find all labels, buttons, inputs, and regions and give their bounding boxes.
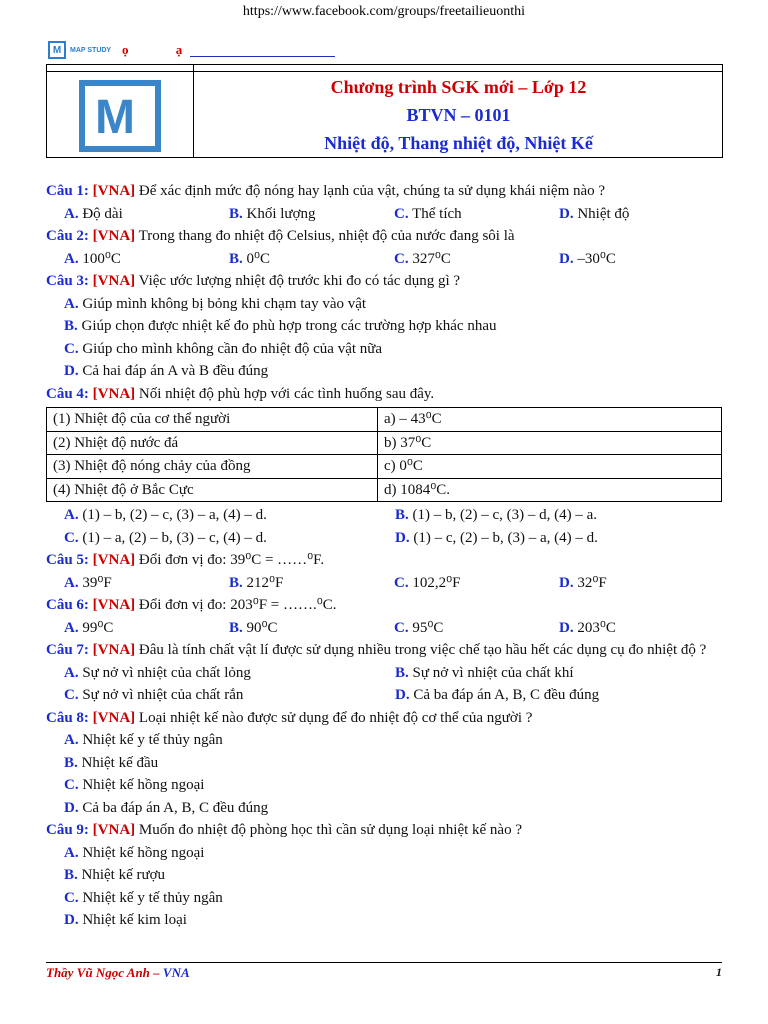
answer-option[interactable] bbox=[64, 504, 395, 527]
option-letter: C. bbox=[64, 777, 79, 793]
answer-option[interactable] bbox=[46, 338, 726, 361]
question-text: Đâu là tính chất vật lí được sử dụng nhiều trong việc chế tạo hầu hết các dụng cụ đo nhiệt độ ? bbox=[135, 642, 707, 658]
matching-table bbox=[46, 407, 722, 502]
options-row bbox=[46, 248, 726, 271]
option-text: 32⁰F bbox=[577, 574, 607, 591]
header-mark: ạ bbox=[175, 42, 183, 57]
question-tag: [VNA] bbox=[92, 642, 136, 658]
option-text: 99⁰C bbox=[82, 619, 114, 636]
question-text: Loại nhiệt kế nào được sử dụng để đo nhiệt độ cơ thể của người ? bbox=[135, 709, 533, 726]
option-letter: B. bbox=[64, 754, 78, 771]
option-letter: A. bbox=[64, 250, 79, 267]
option-letter: A. bbox=[64, 664, 79, 681]
question-number: Câu 7: bbox=[46, 642, 89, 658]
option-text: 90⁰C bbox=[246, 619, 278, 636]
answer-option[interactable] bbox=[46, 293, 726, 316]
answer-option[interactable] bbox=[64, 617, 229, 640]
question-stem bbox=[46, 549, 726, 572]
option-letter: C. bbox=[64, 687, 79, 703]
answer-option[interactable] bbox=[394, 617, 559, 640]
option-text: Sự nở vì nhiệt của chất khí bbox=[412, 664, 574, 681]
question-text: Để xác định mức độ nóng hay lạnh của vật, chúng ta sử dụng khái niệm nào ? bbox=[135, 183, 606, 199]
options-row bbox=[46, 572, 726, 595]
question-stem bbox=[46, 594, 726, 617]
header-mark: ọ bbox=[122, 42, 129, 57]
option-text: Nhiệt kế y tế thủy ngân bbox=[82, 889, 223, 906]
option-letter: C. bbox=[394, 619, 409, 636]
option-text: Nhiệt kế kim loại bbox=[82, 912, 187, 928]
option-letter: D. bbox=[64, 912, 79, 928]
option-letter: A. bbox=[64, 507, 79, 523]
author-name: Thầy Vũ Ngọc Anh – bbox=[46, 965, 163, 980]
question-stem bbox=[46, 270, 726, 293]
question-number: Câu 9: bbox=[46, 822, 89, 838]
option-text: –30⁰C bbox=[577, 250, 616, 267]
logo-small-text: MAP STUDY bbox=[70, 46, 112, 54]
option-letter: A. bbox=[64, 295, 79, 312]
option-letter: D. bbox=[559, 574, 574, 591]
option-letter: D. bbox=[559, 250, 574, 267]
option-letter: A. bbox=[64, 574, 79, 591]
assignment-code: BTVN – 0101 bbox=[406, 105, 511, 125]
options-row bbox=[46, 504, 726, 527]
table-row bbox=[47, 455, 722, 479]
option-letter: D. bbox=[559, 619, 574, 636]
option-text: Nhiệt độ bbox=[577, 205, 630, 222]
option-letter: D. bbox=[64, 799, 79, 816]
option-text: Khối lượng bbox=[246, 205, 316, 222]
option-text: 203⁰C bbox=[577, 619, 616, 636]
question-text: Trong thang đo nhiệt độ Celsius, nhiệt độ của nước đang sôi là bbox=[135, 228, 515, 244]
answer-option[interactable] bbox=[46, 797, 726, 820]
question-number: Câu 4: bbox=[46, 385, 89, 402]
option-letter: C. bbox=[394, 250, 409, 267]
table-cell-left: (4) Nhiệt độ ở Bắc Cực bbox=[47, 478, 378, 502]
answer-option[interactable] bbox=[559, 617, 724, 640]
option-letter: B. bbox=[395, 664, 409, 681]
page-footer bbox=[46, 962, 722, 980]
question-text: Muốn đo nhiệt độ phòng học thì cần sử dụng loại nhiệt kế nào ? bbox=[135, 822, 522, 838]
option-text: Thể tích bbox=[412, 205, 462, 222]
option-letter: D. bbox=[64, 363, 79, 379]
options-row bbox=[46, 617, 726, 640]
option-letter: B. bbox=[229, 574, 243, 591]
answer-option[interactable] bbox=[64, 203, 229, 226]
question-stem bbox=[46, 639, 726, 662]
options-row bbox=[46, 662, 726, 685]
option-letter: C. bbox=[64, 529, 79, 546]
mapstudy-logo-icon: M bbox=[79, 80, 161, 152]
option-text: Cả hai đáp án A và B đều đúng bbox=[82, 363, 269, 379]
answer-option[interactable] bbox=[229, 248, 394, 271]
answer-option[interactable] bbox=[46, 887, 726, 910]
answer-option[interactable] bbox=[559, 203, 724, 226]
options-row bbox=[46, 684, 726, 707]
answer-option[interactable] bbox=[64, 662, 395, 685]
answer-option[interactable] bbox=[64, 527, 395, 550]
option-text: Nhiệt kế hồng ngoại bbox=[82, 844, 205, 861]
question-number: Câu 1: bbox=[46, 183, 89, 199]
options-row bbox=[46, 203, 726, 226]
question-number: Câu 6: bbox=[46, 597, 89, 613]
question-stem bbox=[46, 707, 726, 730]
option-letter: B. bbox=[64, 318, 78, 334]
option-text: 95⁰C bbox=[412, 619, 444, 636]
option-letter: B. bbox=[229, 619, 243, 636]
m-logo-icon: M bbox=[48, 41, 66, 59]
option-letter: C. bbox=[394, 205, 409, 222]
title-box bbox=[46, 64, 723, 158]
answer-option[interactable] bbox=[559, 572, 724, 595]
question-tag: [VNA] bbox=[92, 273, 136, 289]
question-tag: [VNA] bbox=[92, 228, 136, 244]
option-text: 100⁰C bbox=[82, 250, 121, 267]
option-text: 212⁰F bbox=[246, 574, 284, 591]
answer-option[interactable] bbox=[46, 729, 726, 752]
question-number: Câu 2: bbox=[46, 228, 89, 244]
question-tag: [VNA] bbox=[92, 597, 136, 613]
question-tag: [VNA] bbox=[92, 822, 136, 838]
answer-option[interactable] bbox=[395, 527, 726, 550]
question-tag: [VNA] bbox=[92, 385, 136, 402]
page-number: 1 bbox=[716, 965, 722, 979]
answer-option[interactable] bbox=[394, 203, 559, 226]
table-row bbox=[47, 408, 722, 432]
option-letter: D. bbox=[395, 687, 410, 703]
option-letter: A. bbox=[64, 205, 79, 222]
option-text: (1) – a, (2) – b, (3) – c, (4) – d. bbox=[82, 529, 267, 546]
answer-option[interactable] bbox=[229, 203, 394, 226]
mapstudy-logo-small bbox=[48, 41, 111, 59]
answer-option[interactable] bbox=[64, 248, 229, 271]
option-text: Giúp cho mình không cần đo nhiệt độ của vật nữa bbox=[82, 340, 383, 357]
option-text: Nhiệt kế đầu bbox=[81, 754, 159, 771]
table-row bbox=[47, 478, 722, 502]
option-text: (1) – b, (2) – c, (3) – d, (4) – a. bbox=[412, 507, 598, 523]
answer-option[interactable] bbox=[229, 617, 394, 640]
table-cell-left: (1) Nhiệt độ của cơ thể người bbox=[47, 408, 378, 432]
answer-option[interactable] bbox=[64, 684, 395, 707]
question-number: Câu 8: bbox=[46, 709, 89, 726]
answer-option[interactable] bbox=[46, 752, 726, 775]
answer-option[interactable] bbox=[395, 684, 726, 707]
source-url[interactable]: https://www.facebook.com/groups/freetailieuonthi bbox=[242, 4, 526, 19]
answer-option[interactable] bbox=[395, 504, 726, 527]
table-cell-right: a) – 43⁰C bbox=[378, 408, 722, 432]
option-text: (1) – b, (2) – c, (3) – a, (4) – d. bbox=[82, 507, 267, 523]
option-text: Độ dài bbox=[82, 205, 123, 222]
answer-option[interactable] bbox=[46, 315, 726, 338]
option-letter: D. bbox=[559, 205, 574, 222]
table-cell-left: (2) Nhiệt độ nước đá bbox=[47, 431, 378, 455]
question-text: Việc ước lượng nhiệt độ trước khi đo có tác dụng gì ? bbox=[135, 273, 461, 289]
question-stem bbox=[46, 225, 726, 248]
questions-list bbox=[46, 180, 726, 932]
answer-option[interactable] bbox=[559, 248, 724, 271]
option-text: Cả ba đáp án A, B, C đều đúng bbox=[413, 687, 600, 703]
option-text: Nhiệt kế hồng ngoại bbox=[82, 777, 205, 793]
option-text: Cả ba đáp án A, B, C đều đúng bbox=[82, 799, 269, 816]
option-letter: A. bbox=[64, 844, 79, 861]
option-letter: A. bbox=[64, 732, 79, 748]
option-letter: B. bbox=[229, 250, 243, 267]
answer-option[interactable] bbox=[394, 248, 559, 271]
option-text: Sự nở vì nhiệt của chất rắn bbox=[82, 687, 244, 703]
answer-option[interactable] bbox=[46, 842, 726, 865]
header-underline bbox=[190, 56, 335, 57]
question-stem bbox=[46, 819, 726, 842]
answer-option[interactable] bbox=[64, 572, 229, 595]
options-row bbox=[46, 527, 726, 550]
answer-option[interactable] bbox=[395, 662, 726, 685]
option-text: Nhiệt kế y tế thủy ngân bbox=[82, 732, 223, 748]
table-cell-left: (3) Nhiệt độ nóng chảy của đồng bbox=[47, 455, 378, 479]
program-title: Chương trình SGK mới – Lớp 12 bbox=[330, 77, 587, 97]
option-letter: B. bbox=[229, 205, 243, 222]
option-text: 39⁰F bbox=[82, 574, 112, 591]
option-letter: B. bbox=[395, 507, 409, 523]
title-block bbox=[194, 71, 723, 154]
answer-option[interactable] bbox=[229, 572, 394, 595]
option-text: Giúp mình không bị bỏng khi chạm tay vào vật bbox=[82, 295, 367, 312]
option-letter: A. bbox=[64, 619, 79, 636]
question-text: Đổi đơn vị đo: 39⁰C = ……⁰F. bbox=[135, 552, 325, 568]
answer-option[interactable] bbox=[46, 909, 726, 932]
question-tag: [VNA] bbox=[92, 183, 136, 199]
table-cell-right: d) 1084⁰C. bbox=[378, 478, 722, 502]
footer-author bbox=[46, 965, 190, 981]
option-text: Giúp chọn được nhiệt kế đo phù hợp trong các trường hợp khác nhau bbox=[81, 318, 497, 334]
option-text: (1) – c, (2) – b, (3) – a, (4) – d. bbox=[413, 529, 598, 546]
answer-option[interactable] bbox=[46, 360, 726, 383]
question-text: Đổi đơn vị đo: 203⁰F = …….⁰C. bbox=[135, 597, 337, 613]
answer-option[interactable] bbox=[394, 572, 559, 595]
option-letter: C. bbox=[64, 340, 79, 357]
question-tag: [VNA] bbox=[92, 552, 136, 568]
answer-option[interactable] bbox=[46, 864, 726, 887]
table-row bbox=[47, 431, 722, 455]
option-text: Nhiệt kế rượu bbox=[81, 867, 166, 883]
option-letter: C. bbox=[64, 889, 79, 906]
topic-title: Nhiệt độ, Thang nhiệt độ, Nhiệt Kế bbox=[324, 133, 593, 153]
question-number: Câu 5: bbox=[46, 552, 89, 568]
table-cell-right: c) 0⁰C bbox=[378, 455, 722, 479]
option-letter: C. bbox=[394, 574, 409, 591]
question-tag: [VNA] bbox=[92, 709, 136, 726]
option-letter: D. bbox=[395, 529, 410, 546]
question-stem bbox=[46, 383, 726, 406]
question-text: Nối nhiệt độ phù hợp với các tình huống sau đây. bbox=[135, 385, 435, 402]
question-number: Câu 3: bbox=[46, 273, 89, 289]
option-text: Sự nở vì nhiệt của chất lỏng bbox=[82, 664, 251, 681]
option-letter: B. bbox=[64, 867, 78, 883]
question-stem bbox=[46, 180, 726, 203]
option-text: 102,2⁰F bbox=[412, 574, 461, 591]
author-tag: VNA bbox=[162, 965, 190, 980]
option-text: 327⁰C bbox=[412, 250, 451, 267]
table-cell-right: b) 37⁰C bbox=[378, 431, 722, 455]
answer-option[interactable] bbox=[46, 774, 726, 797]
option-text: 0⁰C bbox=[246, 250, 271, 267]
